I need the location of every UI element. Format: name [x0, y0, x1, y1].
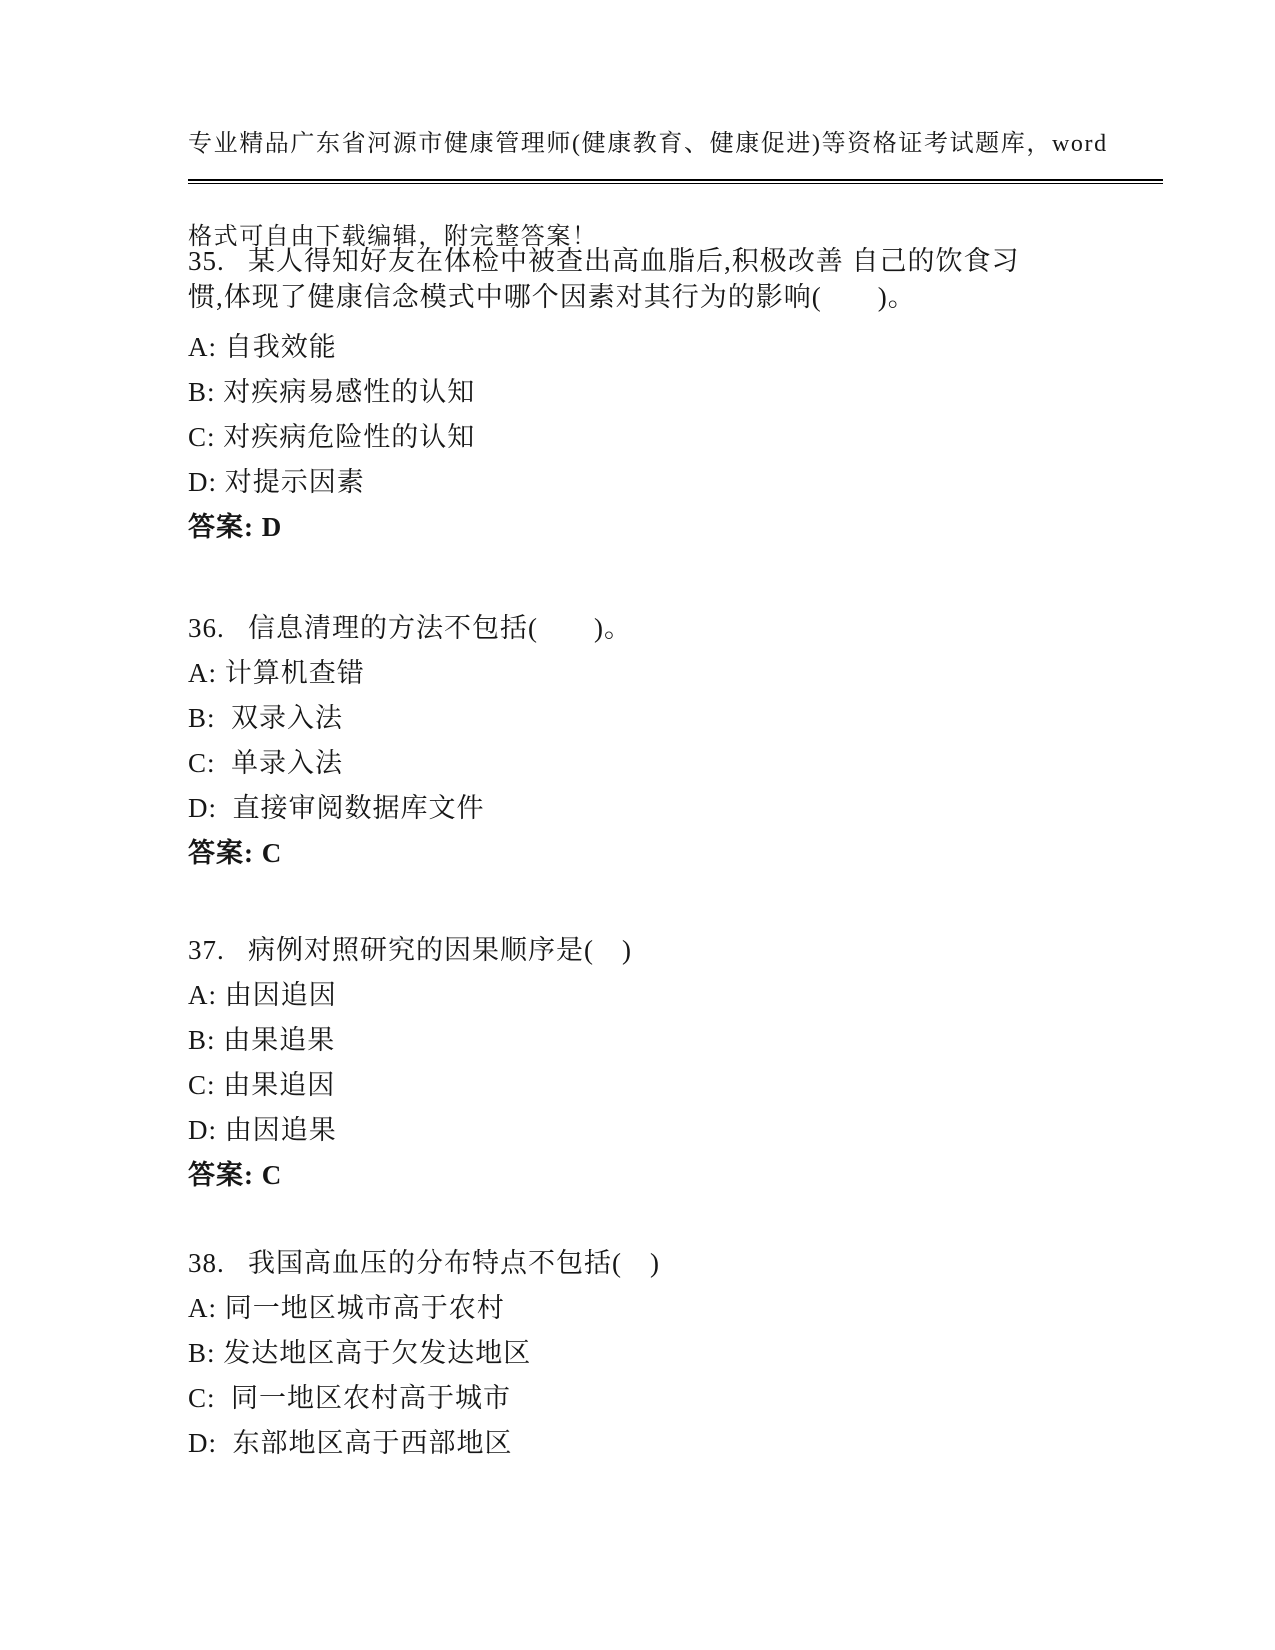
- option-b: B: 对疾病易感性的认知: [188, 377, 476, 407]
- option-a: A: 由因追因: [188, 980, 337, 1010]
- option-c: C: 单录入法: [188, 748, 344, 778]
- option-b: B: 双录入法: [188, 703, 344, 733]
- question-36: [188, 606, 1188, 876]
- option-a: A: 自我效能: [188, 332, 337, 362]
- question-text-line: [188, 243, 1188, 279]
- option-c: C: 同一地区农村高于城市: [188, 1383, 512, 1413]
- answer-label: 答案:: [188, 838, 262, 868]
- option-c: C: 由果追因: [188, 1070, 336, 1100]
- question-37: [188, 928, 1188, 1198]
- option-b: B: 由果追果: [188, 1025, 336, 1055]
- answer-line: [188, 505, 1188, 550]
- header-line-2: 格式可自由下载编辑，附完整答案！: [188, 224, 598, 250]
- question-number: 37.: [188, 935, 225, 965]
- option-d: D: 对提示因素: [188, 467, 365, 497]
- question-text-line: [188, 928, 1188, 973]
- answer-label: 答案:: [188, 1160, 262, 1190]
- option-b: B: 发达地区高于欠发达地区: [188, 1338, 532, 1368]
- option-d: D: 东部地区高于西部地区: [188, 1428, 513, 1458]
- header-rule: [188, 179, 1163, 184]
- answer-line: [188, 1153, 1188, 1198]
- question-text: 我国高血压的分布特点不包括( ): [248, 1248, 660, 1278]
- question-number: 36.: [188, 613, 225, 643]
- header-line-1: 专业精品广东省河源市健康管理师(健康教育、健康促进)等资格证考试题库，word: [188, 131, 1108, 157]
- answer-value: C: [261, 1160, 283, 1190]
- option-c: C: 对疾病危险性的认知: [188, 422, 476, 452]
- answer-value: C: [261, 838, 283, 868]
- question-35: [188, 243, 1188, 550]
- question-number: 35.: [188, 246, 225, 276]
- option-d: D: 由因追果: [188, 1115, 337, 1145]
- answer-value: D: [261, 512, 283, 542]
- question-text: 某人得知好友在体检中被查出高血脂后,积极改善 自己的饮食习: [248, 246, 1020, 276]
- question-number: 38.: [188, 1248, 225, 1278]
- question-text-line: [188, 606, 1188, 651]
- answer-line: [188, 831, 1188, 876]
- answer-label: 答案:: [188, 512, 262, 542]
- question-text: 信息清理的方法不包括( )。: [248, 613, 632, 643]
- option-a: A: 计算机查错: [188, 658, 365, 688]
- option-a: A: 同一地区城市高于农村: [188, 1293, 505, 1323]
- question-text-line: [188, 1241, 1188, 1286]
- option-d: D: 直接审阅数据库文件: [188, 793, 485, 823]
- question-38: [188, 1241, 1188, 1466]
- question-text-line: 惯,体现了健康信念模式中哪个因素对其行为的影响( )。: [188, 282, 916, 312]
- question-text: 病例对照研究的因果顺序是( ): [248, 935, 632, 965]
